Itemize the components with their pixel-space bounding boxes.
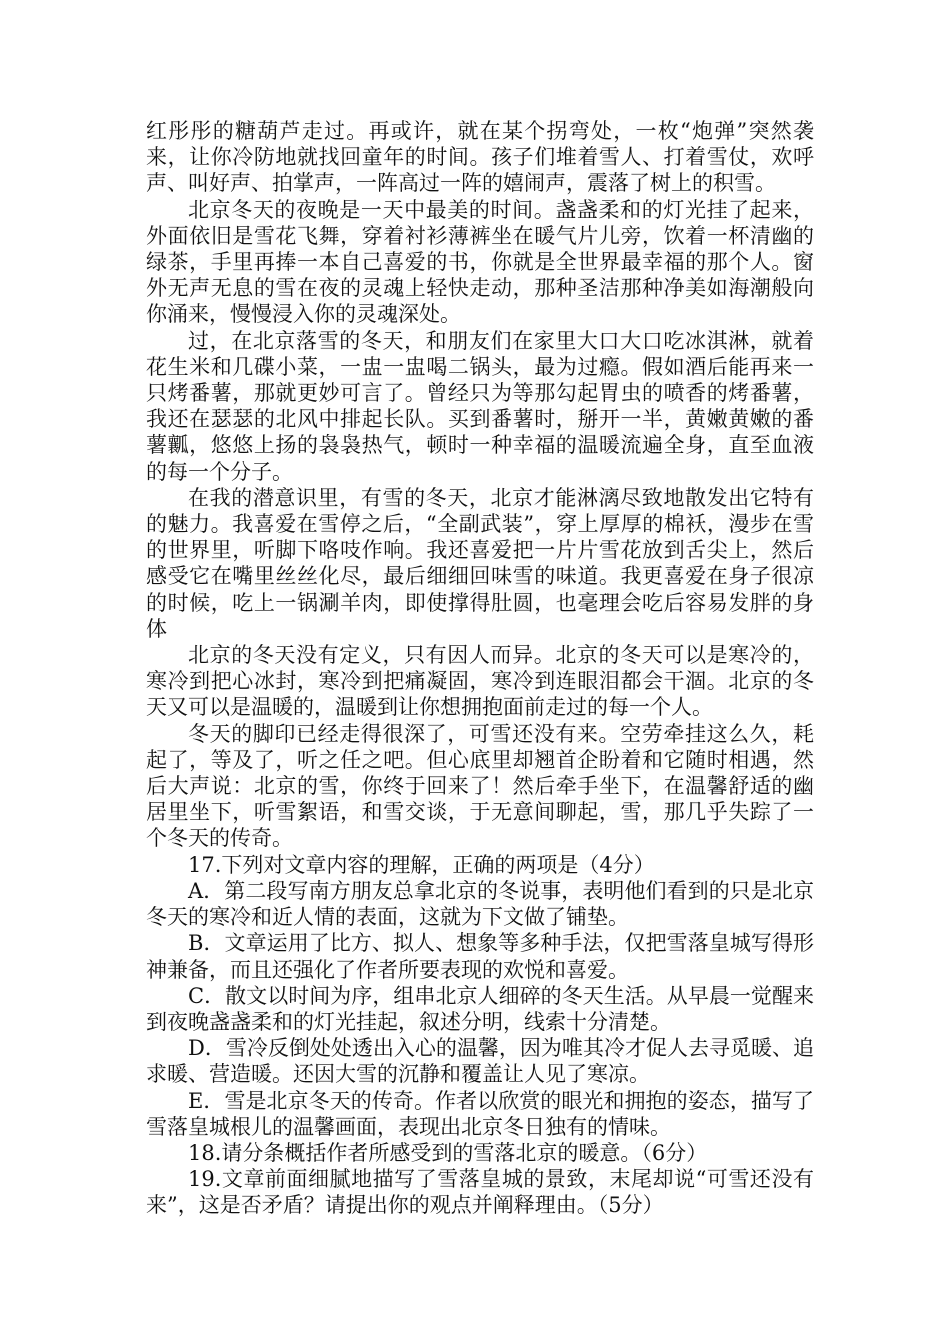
- question-17-option-e: E．雪是北京冬天的传奇。作者以欣赏的眼光和拥抱的姿态，描写了雪落皇城根儿的温馨画面，表现出北京冬日独有的情味。: [146, 1088, 814, 1139]
- article-paragraph-3: 在我的潜意识里，有雪的冬天，北京才能淋漓尽致地散发出它特有的魅力。我喜爱在雪停之后，“全副武装”，穿上厚厚的棉袄，漫步在雪的世界里，听脚下咯吱作响。我还喜爱把一片片雪花放到舌尖上，然后感受它在嘴里丝丝化尽，最后细细回味雪的味道。我更喜爱在身子很凉的时候，吃上一锅涮羊肉，即使撑得肚圆，也毫理会吃后容易发胖的身体: [146, 485, 814, 641]
- article-paragraph-4: 北京的冬天没有定义，只有因人而异。北京的冬天可以是寒冷的，寒冷到把心冰封，寒冷到把痛凝固，寒冷到连眼泪都会干涸。北京的冬天又可以是温暖的，温暖到让你想拥抱面前走过的每一个人。: [146, 643, 814, 720]
- question-17-option-b: B．文章运用了比方、拟人、想象等多种手法，仅把雪落皇城写得形神兼备，而且还强化了作者所要表现的欢悦和喜爱。: [146, 931, 814, 982]
- question-17-option-d: D．雪冷反倒处处透出入心的温馨，因为唯其冷才促人去寻觅暖、追求暖、营造暖。还因大雪的沉静和覆盖让人见了寒凉。: [146, 1036, 814, 1087]
- article-paragraph-0: 红彤彤的糖葫芦走过。再或许，就在某个拐弯处，一枚“炮弹”突然袭来，让你冷防地就找回童年的时间。孩子们堆着雪人、打着雪仗，欢呼声、叫好声、拍掌声，一阵高过一阵的嬉闹声，震落了树上的积雪。: [146, 119, 814, 196]
- article-paragraph-2: 过，在北京落雪的冬天，和朋友们在家里大口大口吃冰淇淋，就着花生米和几碟小菜，一盅一盅喝二锅头，最为过瘾。假如酒后能再来一只烤番薯，那就更妙可言了。曾经只为等那勾起胃虫的喷香的烤番薯，我还在瑟瑟的北风中排起长队。买到番薯时，掰开一半，黄嫩黄嫩的番薯瓤，悠悠上扬的袅袅热气，顿时一种幸福的温暖流遍全身，直至血液的每一个分子。: [146, 328, 814, 484]
- question-17-option-c: C．散文以时间为序，组串北京人细碎的冬天生活。从早晨一觉醒来到夜晚盏盏柔和的灯光挂起，叙述分明，线索十分清楚。: [146, 983, 814, 1034]
- document-page: [146, 118, 814, 1219]
- question-19: 19.文章前面细腻地描写了雪落皇城的景致，末尾却说“可雪还没有来”，这是否矛盾？请提出你的观点并阐释理由。（5分）: [146, 1167, 814, 1218]
- article-paragraph-5: 冬天的脚印已经走得很深了，可雪还没有来。空劳牵挂这么久，耗起了，等及了，听之任之吧。但心底里却翘首企盼着和它随时相遇，然后大声说：北京的雪，你终于回来了！然后牵手坐下，在温馨舒适的幽居里坐下，听雪絮语，和雪交谈，于无意间聊起，雪，那几乎失踪了一个冬天的传奇。: [146, 721, 814, 851]
- question-18: 18.请分条概括作者所感受到的雪落北京的暖意。（6分）: [188, 1140, 708, 1165]
- question-17-option-a: A．第二段写南方朋友总拿北京的冬说事，表明他们看到的只是北京冬天的寒冷和近人情的表面，这就为下文做了铺垫。: [146, 878, 814, 930]
- question-17: 17.下列对文章内容的理解，正确的两项是（4分）: [188, 852, 655, 877]
- article-paragraph-1: 北京冬天的夜晚是一天中最美的时间。盏盏柔和的灯光挂了起来，外面依旧是雪花飞舞，穿着衬衫薄裤坐在暖气片儿旁，饮着一杯清幽的绿茶，手里再捧一本自己喜爱的书，你就是全世界最幸福的那个人。窗外无声无息的雪在夜的灵魂上轻快走动，那种圣洁那种净美如海潮般向你涌来，慢慢浸入你的灵魂深处。: [146, 197, 814, 327]
